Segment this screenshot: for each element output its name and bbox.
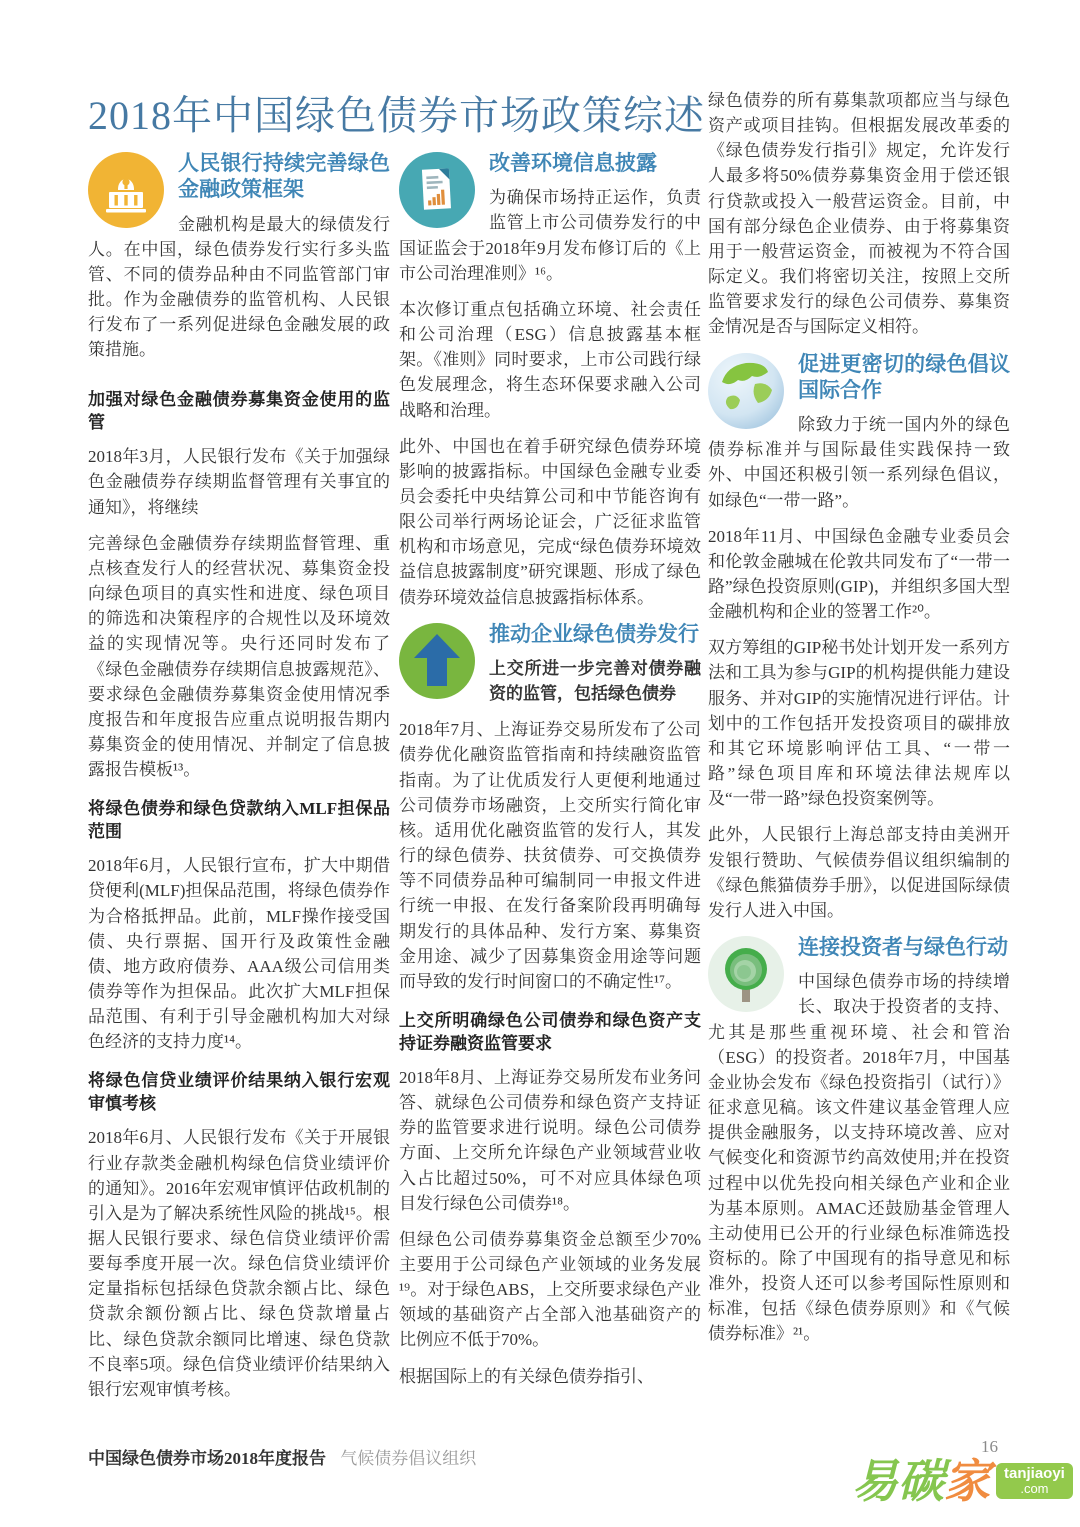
section-title-disclosure: 改善环境信息披露 [489, 151, 657, 175]
column-3 [708, 88, 1010, 1358]
paragraph: 绿色债券的所有募集款项都应当与绿色资产或项目挂钩。但根据发展改革委的《绿色债券发行指引》规定，允许发行人最多将50%债券募集资金用于偿还银行贷款或投入一般营运资金。目前，中国有部分绿色企业债券、由于将募集资用于一般营运资金，而被视为不符合国际定义。我们将密切关注，按照上交所监管要求发行的绿色公司债券、募集资金情况是否与国际定义相符。 [708, 91, 1010, 337]
section-title-cooperation: 促进更密切的绿色倡议国际合作 [798, 351, 1010, 402]
paragraph: 2018年11月、中国绿色金融专业委员会和伦敦金融城在伦敦共同发布了“一带一路”绿色投资原则(GIP)，并组织多国大型金融机构和企业的签署工作²⁰。 [708, 526, 1010, 622]
section-investors-green-action [708, 934, 1010, 1358]
section-env-disclosure [399, 150, 701, 297]
watermark-char: 碳 [898, 1455, 944, 1507]
section-international-cooperation [708, 351, 1010, 524]
subheading: 上交所明确绿色公司债券和绿色资产支持证券融资监管要求 [399, 1011, 701, 1053]
up-arrow-icon [399, 623, 475, 699]
paragraph: 除致力于统一国内外的绿色债券标准并与国际最佳实践保持一致外、中国还积极引领一系列绿色倡议，如绿色“一带一路”。 [708, 415, 1010, 510]
paragraph: 此外、中国也在着手研究绿色债券环境影响的披露指标。中国绿色金融专业委员会委托中央结算公司和中节能咨询有限公司举行两场论证会，广泛征求监管机构和市场意见，完成“绿色债券环境效益信息披露制度”研究课题、形成了绿色债券环境效益信息披露指标体系。 [399, 436, 701, 607]
page-number: 16 [981, 1437, 998, 1456]
paragraph: 本次修订重点包括确立环境、社会责任和公司治理（ESG）信息披露基本框架。《准则》同时要求，上市公司践行绿色发展理念，将生态环保要求融入公司战略和治理。 [399, 299, 701, 420]
paragraph: 2018年6月、人民银行发布《关于开展银行业存款类金融机构绿色信贷业绩评价的通知》。2016年宏观审慎评估政机制的引入是为了解决系统性风险的挑战¹⁵。根据人民银行要求、绿色信贷业绩评价需要每季度开展一次。绿色信贷业绩评价定量指标包括绿色贷款余额占比、绿色贷款余额份额占比、绿色贷款增量占比、绿色贷款余额同比增速、绿色贷款不良率5项。绿色信贷业绩评价结果纳入银行宏观审慎考核。 [88, 1128, 390, 1399]
section-title-promote-issuance: 推动企业绿色债券发行 [489, 621, 699, 646]
paragraph: 但绿色公司债券募集资金总额至少70%主要用于公司绿色产业领域的业务发展¹⁹。对于绿色ABS，上交所要求绿色产业领域的基础资产占全部入池基础资产的比例应不低于70%。 [399, 1229, 701, 1350]
footer [88, 1444, 476, 1469]
paragraph: 中国绿色债券市场的持续增长、取决于投资者的支持、尤其是那些重视环境、社会和管治（ESG）的投资者。2018年7月，中国基金业协会发布《绿色投资指引（试行）》征求意见稿。该文件建议基金管理人应提供金融服务，以支持环境改善、应对气候变化和资源节约高效使用;并在投资过程中以优先投向相关绿色产业和企业为基本原则。AMAC还鼓励基金管理人主动使用已公开的行业绿色标准筛选投资标的。除了中国现有的指导意见和标准外，投资人还可以参考国际性原则和标准，包括《绿色债券原则》和《气候债券标准》²¹。 [708, 972, 1010, 1344]
subheading: 将绿色债券和绿色贷款纳入MLF担保品范围 [88, 799, 390, 842]
paragraph: 上交所进一步完善对债券融资的监管，包括绿色债券 [489, 659, 701, 704]
watermark-domain: tanjiaoyi [1004, 1464, 1065, 1482]
section-corporate-green-bonds [399, 621, 701, 718]
column-2 [399, 150, 701, 1400]
page-title: 2018年中国绿色债券市场政策综述 [88, 93, 705, 138]
subheading: 将绿色信贷业绩评价结果纳入银行宏观审慎考核 [88, 1071, 390, 1114]
paragraph: 2018年7月、上海证券交易所发布了公司债券优化融资监管指南和持续融资监管指南。为了让优质发行人更便利地通过公司债券市场融资，上交所实行简化审核。适用优化融资监管的发行人，其发行的绿色债券、扶贫债券、可交换债券等不同债券品种可编制同一申报文件进行统一申报、在发行备案阶段再明确每期发行的具体品种、发行方案、募集资金用途、减少了因募集资金用途等问题而导致的发行时间窗口的不确定性¹⁷。 [399, 720, 701, 991]
paragraph: 2018年3月，人民银行发布《关于加强绿色金融债券存续期监督管理有关事宜的通知》，将继续 [88, 447, 390, 517]
watermark-domain-badge [996, 1463, 1073, 1500]
watermark-logo [852, 1455, 1073, 1507]
subheading: 加强对绿色金融债券募集资金使用的监管 [88, 390, 390, 433]
watermark-char: 家 [944, 1455, 990, 1507]
section-pboc-policy [88, 150, 390, 373]
paragraph: 双方筹组的GIP秘书处计划开发一系列方法和工具为参与GIP的机构提供能力建设服务、并对GIP的实施情况进行评估。计划中的工作包括开发投资项目的碳排放和其它环境影响评估工具、“一带一路”绿色项目库和环境法律法规库以及“一带一路”绿色投资案例等。 [708, 638, 1010, 809]
column-1 [88, 150, 390, 1413]
paragraph: 2018年6月，人民银行宣布，扩大中期借贷便利(MLF)担保品范围，将绿色债券作为合格抵押品。此前，MLF操作接受国债、央行票据、国开行及政策性金融债、地方政府债券、AAA级公司信用类债券等作为担保品。此次扩大MLF担保品范围、有利于引导金融机构加大对绿色经济的支持力度¹⁴。 [88, 856, 390, 1052]
footer-organization: 气候债券倡议组织 [340, 1449, 477, 1468]
paragraph: 此外，人民银行上海总部支持由美洲开发银行赞助、气候债券倡议组织编制的《绿色熊猫债券手册》，以促进国际绿债发行人进入中国。 [708, 825, 1010, 920]
watermark-char: 易 [852, 1455, 898, 1507]
tree-icon [708, 936, 784, 1012]
paragraph: 2018年8月、上海证券交易所发布业务问答、就绿色公司债券和绿色资产支持证券的监管要求进行说明。绿色公司债券方面、上交所允许绿色产业领域营业收入占比超过50%，可不对应具体绿色项目发行绿色公司债券¹⁸。 [399, 1067, 701, 1213]
section-title-investors: 连接投资者与绿色行动 [798, 935, 1008, 960]
footer-report-title: 中国绿色债券市场2018年度报告 [88, 1449, 326, 1468]
section-title-pboc: 人民银行持续完善绿色金融政策框架 [178, 151, 390, 202]
paragraph: 为确保市场持正运作，负责监管上市公司债券发行的中国证监会于2018年9月发布修订后的《上市公司治理准则》¹⁶。 [399, 188, 701, 283]
paragraph: 根据国际上的有关绿色债券指引、 [399, 1366, 654, 1386]
paragraph: 金融机构是最大的绿债发行人。在中国，绿色债券发行实行多头监管、不同的债券品种由不同监管部门审批。作为金融债券的监管机构、人民银行发布了一系列促进绿色金融发展的政策措施。 [88, 214, 390, 360]
document-chart-icon [399, 152, 475, 228]
globe-icon [708, 353, 784, 429]
paragraph: 完善绿色金融债券存续期监督管理、重点核查发行人的经营状况、募集资金投向绿色项目的真实性和进度、绿色项目的筛选和决策程序的合规性以及环境效益的实现情况等。央行还同时发布了《绿色金融债券存续期信息披露规范》、要求绿色金融债券募集资金使用情况季度报告和年度报告应重点说明报告期内募集资金的使用情况、并制定了信息披露报告模板¹³。 [88, 533, 390, 780]
bank-icon [88, 152, 164, 228]
watermark-tld: .com [1020, 1481, 1049, 1497]
